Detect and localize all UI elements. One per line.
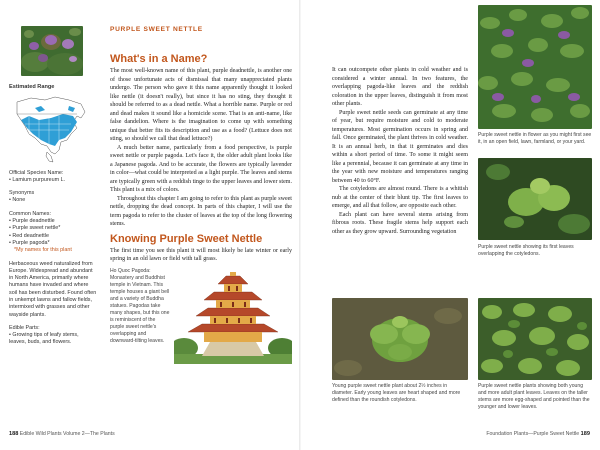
common-names-note: *My names for this plant <box>14 247 72 254</box>
body-paragraph: The cotyledons are almost round. There is a whitish nub at the center of their blunt tip. The first leaves to emerge, and all that follow, are opposite each other. <box>332 186 468 210</box>
right-page-number: 189 <box>580 431 590 437</box>
flower-thumbnail-photo <box>21 26 83 76</box>
body-paragraph: Each plant can have several stems arising from fibrous roots. These fragile stems help support each other as they grow upward. Surrounding vegetation <box>332 211 468 235</box>
habitat-description: Herbaceous weed naturalized from Europe. Widespread and abundant in North America, primarily where humans have invaded and where soil has been disturbed. Found often in unkempt lawns and fallow fields, intermixed with grasses and other wayside plants. <box>9 260 97 318</box>
official-species-value: • Lamium purpureum L. <box>9 177 97 184</box>
caption-young-and-adult-plants: Purple sweet nettle plants showing both young and more adult plant leaves. Leaves on the taller stems are more egg-shaped and pointed than the younger and lower leaves. <box>478 383 590 411</box>
edible-parts-value: • Growing tips of leafy stems, leaves, buds, and flowers. <box>9 332 97 347</box>
estimated-range-heading: Estimated Range <box>9 84 55 90</box>
body-paragraph: The first time you see this plant it will most likely be late winter or early spring in an old lawn or field with tall grass. <box>110 247 292 263</box>
pagoda-caption: Ho Quoc Pagoda: Monastery and Buddhist temple in Vietnam. This temple houses a giant bell and a variety of Buddha statues. Pagodas take many shapes, but this one is reminiscent of the purple sweet nettle's overlapping and downward-tilting leaves. <box>110 267 170 344</box>
right-running-footer: Foundation Plants—Purple Sweet Nettle <box>486 431 580 437</box>
young-and-adult-plants-photo <box>478 298 592 380</box>
common-name-item: • Purple deadnettle <box>9 218 97 225</box>
right-main-column <box>332 66 468 236</box>
common-name-item: • Red deadnettle <box>9 233 97 240</box>
body-paragraph: Purple sweet nettle seeds can germinate at any time of year, but require moisture and cold to moderate temperatures. Most germination occurs in spring and fall. Once germinated, the plant thrives in cold weather. It is an annual herb, in that it germinates and dies within a short period of time. To some it might seem like a perennial, because it can germinate at any time in the year with new moisture and temperatures ranging between 40 to 60°F. <box>332 109 468 184</box>
young-plant-photo <box>332 298 468 380</box>
body-paragraph: It can outcompete other plants in cold weather and is considered a winter annual. In two features, the overlapping pagoda-like leaves and the reddish coloration in the upper leaves, distinguish it from most other plants. <box>332 67 468 108</box>
official-species-label: Official Species Name: <box>9 169 64 176</box>
synonyms-value: • None <box>9 197 97 204</box>
left-main-column <box>110 26 292 368</box>
common-names-block <box>9 211 97 255</box>
book-gutter <box>299 0 301 450</box>
heading-whats-in-a-name: What's in a Name? <box>110 53 208 65</box>
synonyms-label: Synonyms <box>9 190 35 197</box>
range-map <box>11 94 89 164</box>
first-leaves-photo <box>478 158 592 240</box>
caption-flower-field: Purple sweet nettle in flower as you might first see it, in an open field, lawn, farmland, or your yard. <box>478 132 592 146</box>
right-folio <box>486 431 590 437</box>
official-species-name <box>9 170 97 185</box>
edible-parts-block <box>9 325 97 347</box>
left-page-number: 188 <box>9 431 19 437</box>
species-sidebar <box>9 26 97 347</box>
body-paragraph: Throughout this chapter I am going to refer to this plant as purple sweet nettle, dropping the dead concept. In parts of this chapter, I will use the term pagoda to refer to the cluster of leaves at the top of the long flowering stems. <box>110 195 292 228</box>
body-paragraph: The most well-known name of this plant, purple deadnettle, is another one of those unfortunate acts of dismissal that many unappreciated plants undergo. The person who gave it this name apparently thought it looked like nettle (it doesn't really), but since it has no sting, they thought it should be referred to as a dead nettle. What a horrible name. Purple or red and dead makes it sound like a homicide scene. That is an anti-name, like false dandelion. Where is the imagination to come up with something unique that better fits its description and use as a food? (Lettuce does not sting, so should we call that dead lettuce?) <box>110 68 292 143</box>
body-paragraph: A much better name, particularly from a food perspective, is purple sweet nettle or purple pagoda. Let's face it, the older adult plant looks like a Japanese pagoda. And to be accurate, the flowers are typically lavender in color—what could be interpreted as a light purple. The leaves and stems are typically green with a reddish tinge to the upper leaves and lower stem. This plant is a mix of colors. <box>110 144 292 194</box>
heading-knowing-purple-sweet-nettle: Knowing Purple Sweet Nettle <box>110 232 263 245</box>
caption-first-leaves: Purple sweet nettle showing its first leaves overlapping the cotyledons. <box>478 244 574 258</box>
edible-parts-label: Edible Parts: <box>9 324 40 331</box>
common-name-item: • Purple pagoda* <box>9 240 97 247</box>
left-folio <box>9 431 115 437</box>
section-title: PURPLE SWEET NETTLE <box>110 26 203 33</box>
flower-field-photo <box>478 5 592 129</box>
caption-young-plant: Young purple sweet nettle plant about 2½ inches in diameter. Early young leaves are heart shaped and more defined than the roundish cotyledons. <box>332 383 461 404</box>
common-names-label: Common Names: <box>9 210 51 217</box>
pagoda-figure <box>110 268 292 368</box>
pagoda-photo <box>174 272 292 364</box>
left-running-footer: Edible Wild Plants Volume 2—The Plants <box>19 431 115 437</box>
common-name-item: • Purple sweet nettle* <box>9 225 97 232</box>
synonyms-block <box>9 190 97 205</box>
